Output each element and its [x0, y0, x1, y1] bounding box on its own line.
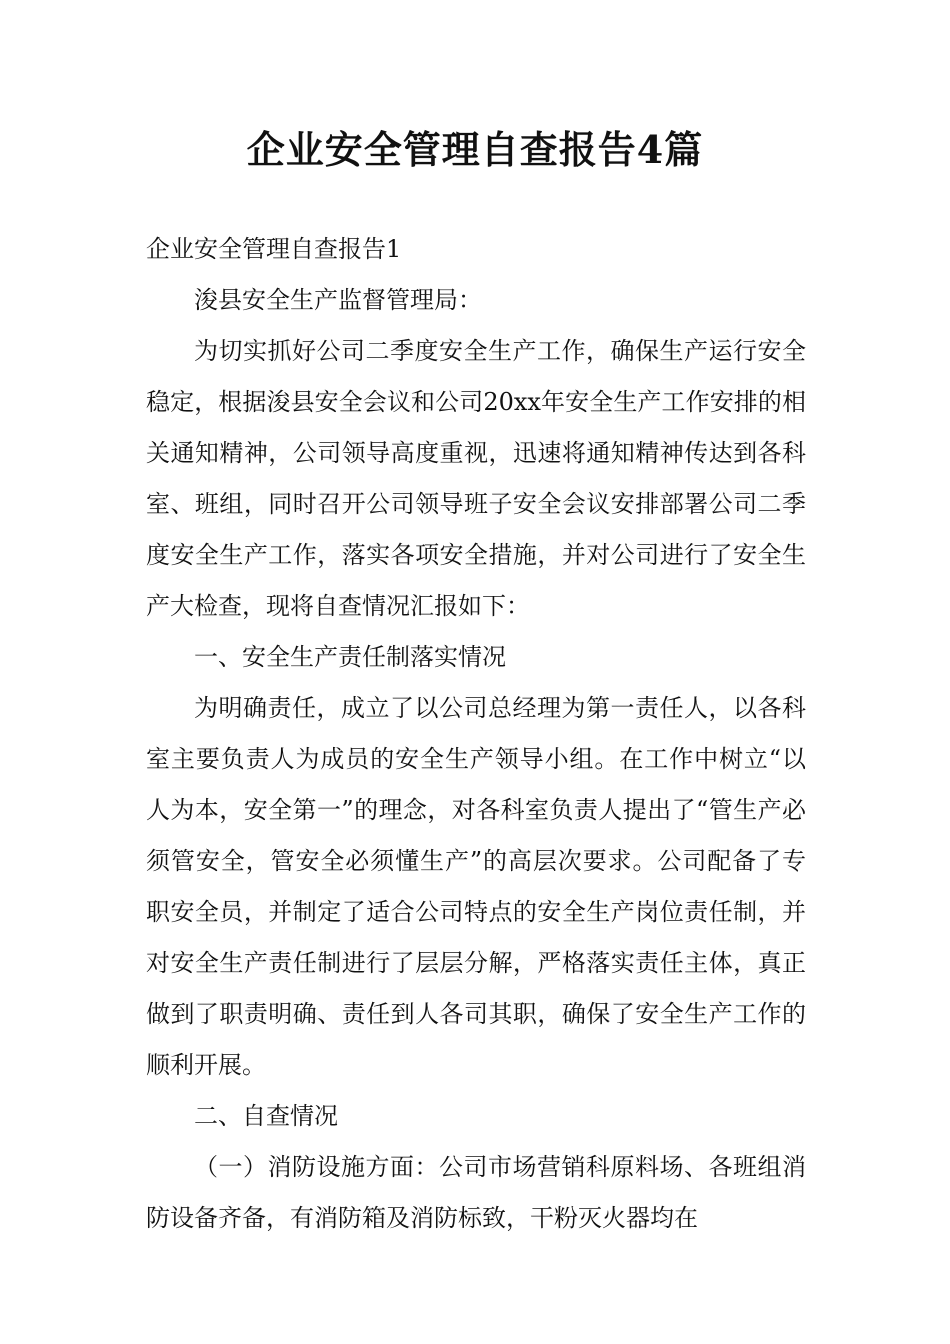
document-body — [146, 224, 806, 1244]
responsibility-paragraph: 为明确责任，成立了以公司总经理为第一责任人，以各科室主要负责人为成员的安全生产领导小组。在工作中树立“以人为本，安全第一”的理念，对各科室负责人提出了“管生产必须管安全，管安全必须懂生产”的高层次要求。公司配备了专职安全员，并制定了适合公司特点的安全生产岗位责任制，并对安全生产责任制进行了层层分解，严格落实责任主体，真正做到了职责明确、责任到人各司其职，确保了安全生产工作的顺利开展。 — [146, 694, 806, 1079]
section-heading-self-inspection: 二、自查情况 — [194, 1102, 338, 1130]
intro-paragraph: 为切实抓好公司二季度安全生产工作，确保生产运行安全稳定，根据浚县安全会议和公司20xx年安全生产工作安排的相关通知精神，公司领导高度重视，迅速将通知精神传达到各科室、班组，同时召开公司领导班子安全会议安排部署公司二季度安全生产工作，落实各项安全措施，并对公司进行了安全生产大检查，现将自查情况汇报如下： — [146, 337, 806, 620]
report-heading: 企业安全管理自查报告1 — [146, 235, 402, 263]
fire-safety-paragraph: （一）消防设施方面：公司市场营销科原料场、各班组消防设备齐备，有消防箱及消防标致，干粉灭火器均在 — [146, 1153, 806, 1232]
document-title: 企业安全管理自查报告4篇 — [246, 127, 704, 172]
addressee-line: 浚县安全生产监督管理局： — [194, 286, 482, 314]
section-heading-responsibility: 一、安全生产责任制落实情况 — [194, 643, 506, 671]
